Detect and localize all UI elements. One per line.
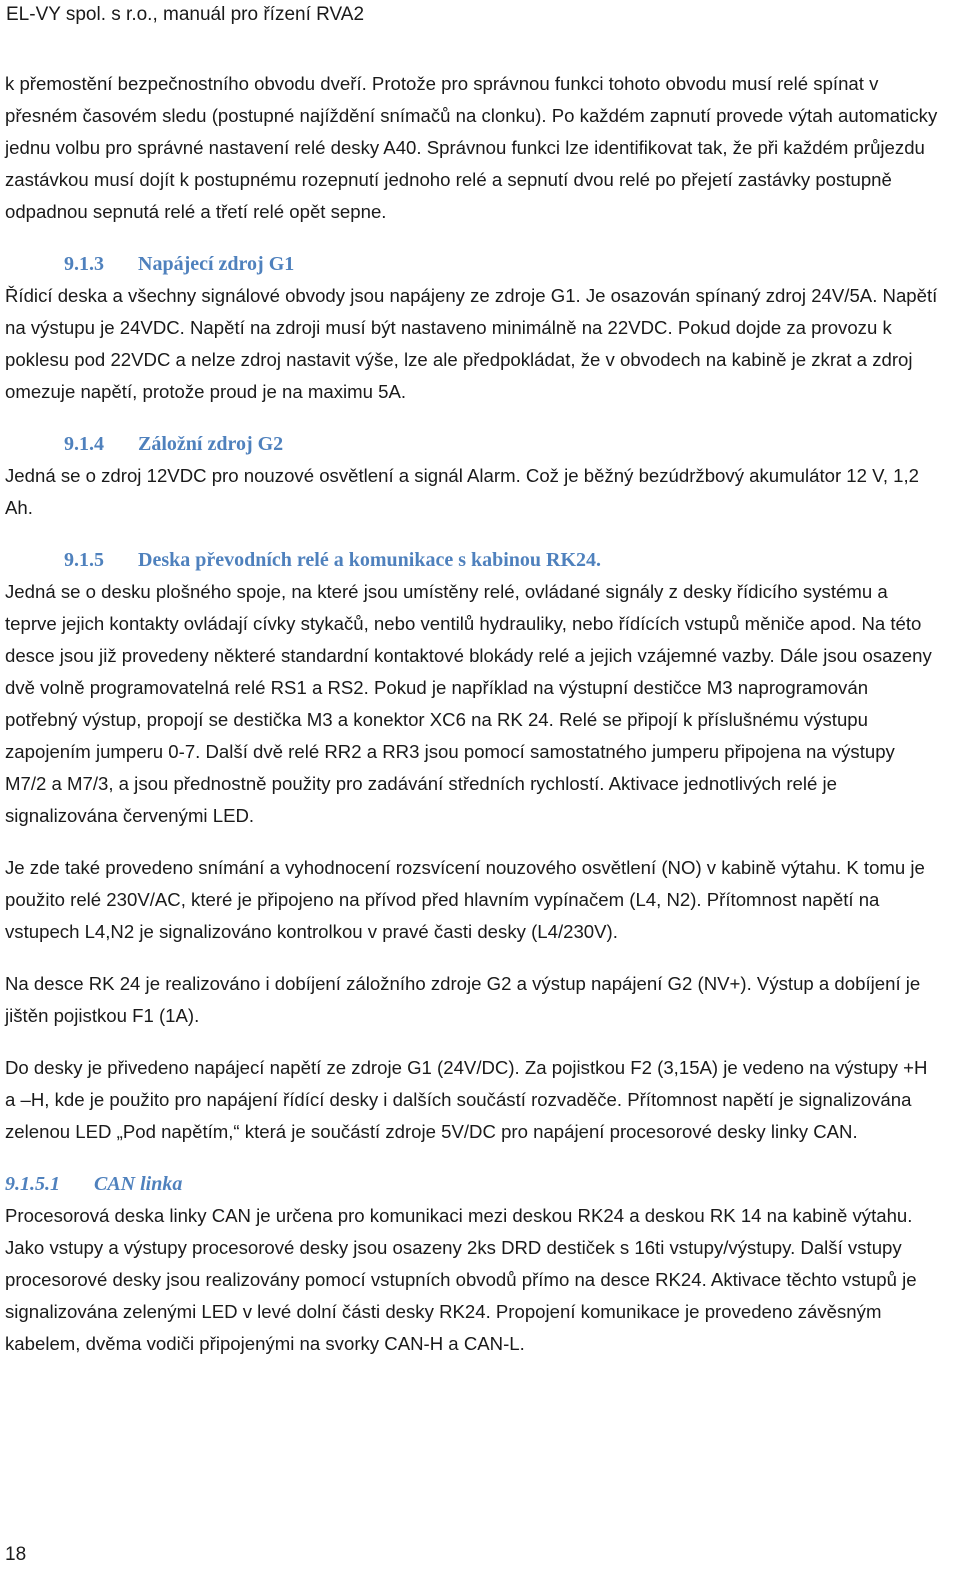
section-number: 9.1.3 [64, 253, 104, 275]
section-number: 9.1.5.1 [5, 1173, 60, 1195]
section-paragraph: Na desce RK 24 je realizováno i dobíjení záložního zdroje G2 a výstup napájení G2 (NV+). Výstup a dobíjení je jištěn pojistkou F1 (1A). [5, 973, 921, 1026]
section-paragraph: Řídicí deska a všechny signálové obvody jsou napájeny ze zdroje G1. Je osazován spínaný zdroj 24V/5A. Napětí na výstupu je 24VDC. Napětí na zdroji musí být nastaveno minimálně na 22VDC. Pokud dojde za provozu k poklesu pod 22VDC a nelze zdroj nastavit výše, lze ale předpokládat, že v obvodech na kabině je zkrat a zdroj omezuje napětí, protože proud je na maximu 5A. [5, 285, 938, 402]
intro-paragraph: k přemostění bezpečnostního obvodu dveří. Protože pro správnou funkci tohoto obvodu musí relé spínat v přesném časovém sledu (postupné najíždění snímačů na clonku). Po každém zapnutí provede výtah automaticky jednu volbu pro správné nastavení relé desky A40. Správnou funkci lze identifikovat tak, že při každém průjezdu zastávkou musí dojít k postupnému rozepnutí jednoho relé a sepnutí dvou relé po přejetí zastávky postupně odpadnou sepnutá relé a třetí relé opět sepne. [5, 73, 938, 222]
section-paragraph: Do desky je přivedeno napájecí napětí ze zdroje G1 (24V/DC). Za pojistkou F2 (3,15A) je vedeno na výstupy +H a –H, kde je použito pro napájení řídící desky i dalších součástí rozvaděče. Přítomnost napětí je signalizována zelenou LED „Pod napětím,“ která je součástí zdroje 5V/DC pro napájení procesorové desky linky CAN. [5, 1057, 928, 1142]
section-heading-9-1-3 [5, 248, 940, 280]
section-paragraph: Jedná se o zdroj 12VDC pro nouzové osvětlení a signál Alarm. Což je běžný bezúdržbový akumulátor 12 V, 1,2 Ah. [5, 465, 920, 518]
section-paragraph: Procesorová deska linky CAN je určena pro komunikaci mezi deskou RK24 a deskou RK 14 na kabině výtahu. Jako vstupy a výstupy procesorové desky jsou osazeny 2ks DRD destiček s 16ti vstupy/výstupy. Další vstupy procesorové desky jsou realizovány pomocí vstupních obvodů přímo na desce RK24. Aktivace těchto vstupů je signalizována zelenými LED v levé dolní části desky RK24. Propojení komunikace je provedeno závěsným kabelem, dvěma vodiči připojenými na svorky CAN-H a CAN-L. [5, 1205, 917, 1354]
section-title: CAN linka [94, 1173, 183, 1195]
running-header: EL-VY spol. s r.o., manuál pro řízení RVA2 [6, 4, 365, 25]
section-heading-9-1-4 [5, 428, 940, 460]
section-paragraph: Jedná se o desku plošného spoje, na které jsou umístěny relé, ovládané signály z desky řídicího systému a teprve jejich kontakty ovládají cívky stykačů, nebo ventilů hydrauliky, nebo řídících vstupů měniče apod. Na této desce jsou již provedeny některé standardní kontaktové blokády relé a jejich vzájemné vazby. Dále jsou osazeny dvě volně programovatelná relé RS1 a RS2. Pokud je například na výstupní destičce M3 naprogramován potřebný výstup, propojí se destička M3 a konektor XC6 na RK 24. Relé se připojí k příslušnému výstupu zapojením jumperu 0-7. Další dvě relé RR2 a RR3 jsou pomocí samostatného jumperu připojena na výstupy M7/2 a M7/3, a jsou přednostně použity pro zadávání středních rychlostí. Aktivace jednotlivých relé je signalizována červenými LED. [5, 581, 932, 826]
section-number: 9.1.5 [64, 549, 104, 571]
section-number: 9.1.4 [64, 433, 104, 455]
section-heading-9-1-5 [5, 544, 940, 576]
page-content [5, 68, 940, 1360]
section-title: Napájecí zdroj G1 [138, 253, 295, 275]
section-title: Deska převodních relé a komunikace s kabinou RK24. [138, 549, 602, 571]
section-paragraph: Je zde také provedeno snímání a vyhodnocení rozsvícení nouzového osvětlení (NO) v kabině výtahu. K tomu je použito relé 230V/AC, které je připojeno na přívod před hlavním vypínačem (L4, N2). Přítomnost napětí na vstupech L4,N2 je signalizováno kontrolkou v pravé časti desky (L4/230V). [5, 857, 925, 942]
section-heading-9-1-5-1 [5, 1168, 940, 1200]
section-title: Záložní zdroj G2 [138, 433, 284, 455]
page-number: 18 [5, 1544, 27, 1565]
